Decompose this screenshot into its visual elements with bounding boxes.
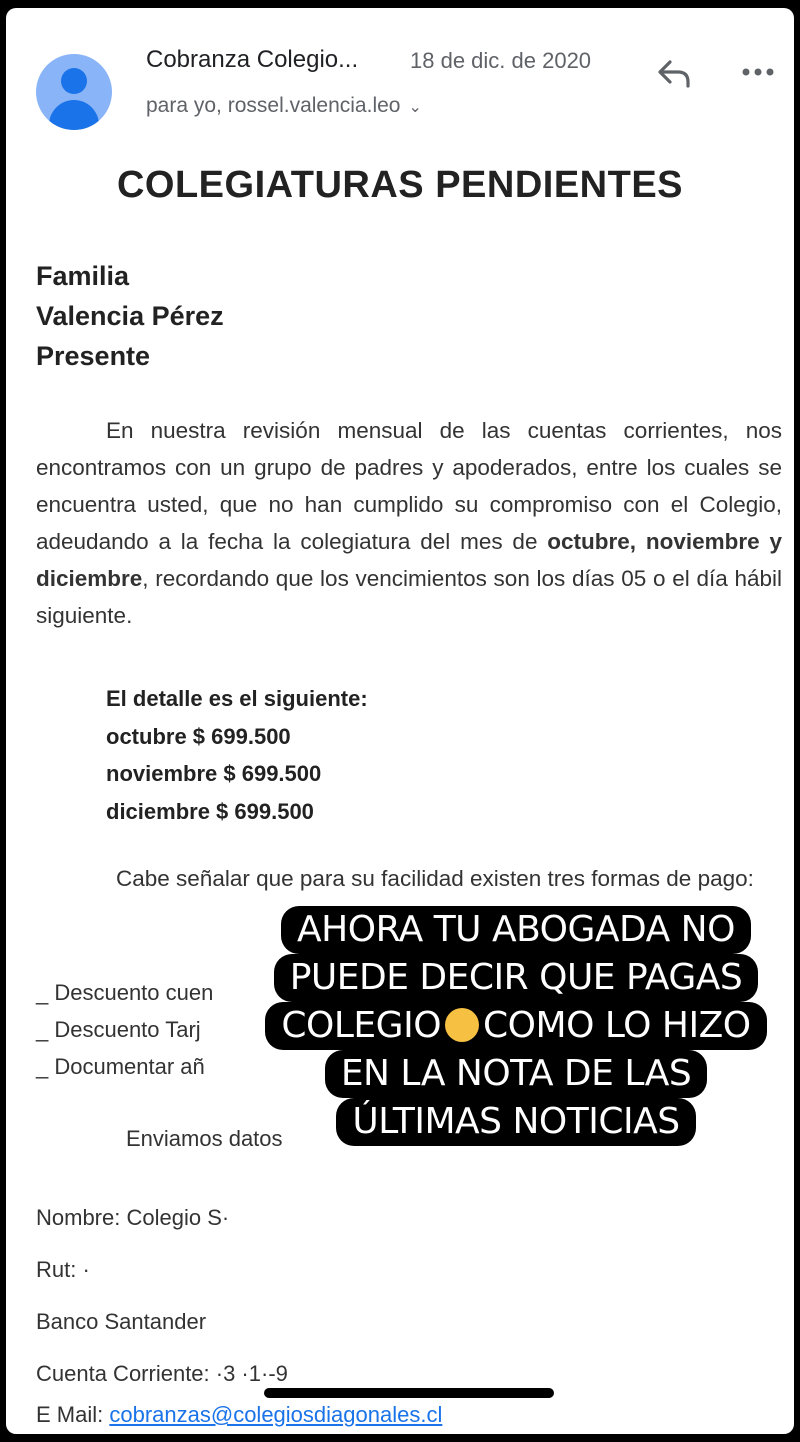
sender-name[interactable]: Cobranza Colegio... — [146, 46, 359, 73]
intro-text-end: , recordando que los vencimientos son los días 05 o el día hábil siguiente. — [36, 566, 782, 628]
recipients-toggle[interactable] — [146, 94, 422, 118]
overlay-line: PUEDE DECIR QUE PAGAS — [274, 954, 759, 1002]
bank-line: Cuenta Corriente: ·3 ·1·-9 — [36, 1361, 288, 1386]
payment-paragraph — [36, 860, 782, 897]
payment-options — [36, 974, 213, 1085]
more-options-icon[interactable] — [740, 60, 780, 84]
overlay-line: EN LA NOTA DE LAS — [325, 1050, 707, 1098]
intro-months: octubre, noviembre y diciembre — [36, 529, 783, 591]
overlay-line: AHORA TU ABOGADA NO — [281, 906, 751, 954]
sender-avatar[interactable] — [36, 54, 112, 130]
email-screen — [6, 8, 794, 1434]
payment-option: _ Descuento cuen — [36, 980, 214, 1005]
send-data-text: Enviamos datos — [126, 1126, 283, 1151]
reply-icon[interactable] — [654, 56, 694, 92]
email-date: 18 de dic. de 2020 — [410, 48, 592, 73]
greeting-line: Valencia Pérez — [36, 301, 224, 331]
bank-details — [36, 1192, 288, 1400]
overlay-word: COLEGIO — [281, 1005, 442, 1046]
story-text-overlay — [236, 906, 794, 1146]
chevron-down-icon: ⌄ — [408, 99, 422, 116]
detail-block — [106, 680, 368, 830]
overlay-line: ÚLTIMAS NOTICIAS — [336, 1098, 695, 1146]
intro-text: En nuestra revisión mensual de las cuentas corrientes, nos encontramos con un grupo de padres y apoderados, entre los cuales se encuentra usted, que no han cumplido su compromiso con el Colegio, adeudando a la fecha la colegiatura del mes de — [36, 418, 782, 554]
bank-line: Rut: · — [36, 1257, 90, 1282]
overlay-line-emoji — [265, 1002, 766, 1050]
bank-line: Nombre: Colegio S· — [36, 1205, 230, 1230]
payment-option: _ Descuento Tarj — [36, 1017, 201, 1042]
bank-line: Banco Santander — [36, 1309, 207, 1334]
email-label: E Mail: — [36, 1402, 110, 1427]
email-contact — [36, 1402, 442, 1428]
intro-paragraph — [36, 412, 782, 634]
recipients-text: para yo, rossel.valencia.leo — [146, 94, 401, 117]
home-indicator[interactable] — [264, 1388, 554, 1398]
thinking-face-icon — [445, 1008, 479, 1042]
letter-title: COLEGIATURAS PENDIENTES — [116, 164, 684, 206]
payment-text: Cabe señalar que para su facilidad existen tres formas de pago: — [116, 866, 754, 891]
greeting-line: Presente — [36, 341, 151, 371]
avatar-head — [61, 68, 87, 94]
avatar-body — [49, 100, 99, 130]
detail-line: diciembre $ 699.500 — [106, 798, 314, 824]
overlay-word: COMO LO HIZO — [483, 1005, 751, 1046]
greeting-block — [36, 256, 224, 376]
email-link[interactable]: cobranzas@colegiosdiagonales.cl — [109, 1402, 443, 1427]
payment-option: _ Documentar añ — [36, 1054, 205, 1079]
detail-line: noviembre $ 699.500 — [106, 761, 322, 786]
detail-heading: El detalle es el siguiente: — [106, 686, 368, 711]
detail-line: octubre $ 699.500 — [106, 723, 291, 749]
greeting-line: Familia — [36, 261, 130, 291]
